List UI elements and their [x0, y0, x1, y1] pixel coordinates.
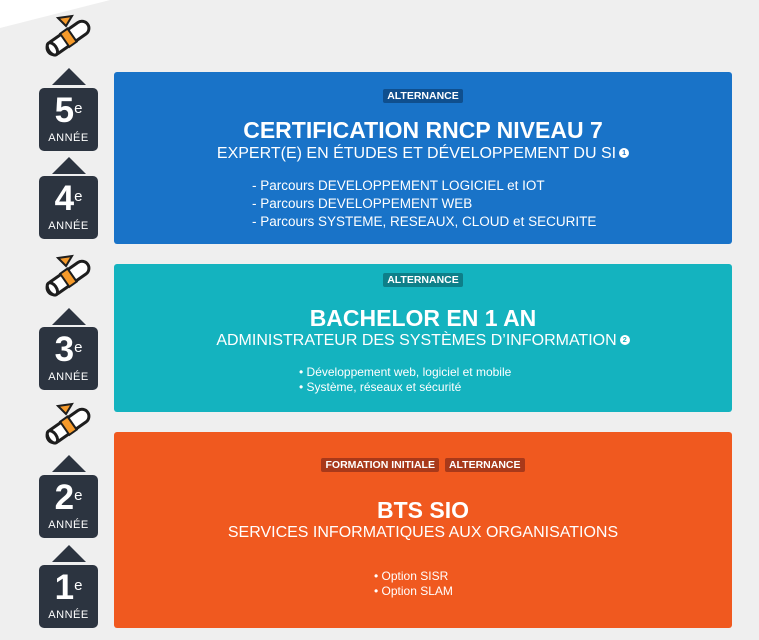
- year-5-box: [39, 88, 98, 151]
- list-item: - Parcours DEVELOPPEMENT LOGICIEL et IOT: [252, 178, 545, 193]
- year-number: 1e: [54, 568, 83, 607]
- list-item: • Option SLAM: [374, 584, 453, 598]
- up-arrow-icon: [52, 545, 86, 562]
- up-arrow-icon: [52, 455, 86, 472]
- badge-row: [114, 458, 732, 472]
- badge-row: [114, 89, 732, 103]
- bachelor-subtitle-row: [114, 331, 732, 351]
- certification-subtitle: EXPERT(E) EN ÉTUDES ET DÉVELOPPEMENT DU SI: [216, 145, 617, 162]
- year-4-box: [39, 176, 98, 239]
- list-item: • Développement web, logiciel et mobile: [299, 365, 512, 379]
- year-label: ANNÉE: [48, 220, 89, 232]
- year-2-box: [39, 475, 98, 538]
- certification-title: CERTIFICATION RNCP NIVEAU 7: [243, 117, 603, 143]
- up-arrow-icon: [52, 157, 86, 174]
- alternance-badge: ALTERNANCE: [383, 89, 463, 103]
- year-number: 3e: [54, 330, 83, 369]
- year-1-box: [39, 565, 98, 628]
- year-label: ANNÉE: [48, 132, 89, 144]
- year-3-box: [39, 327, 98, 390]
- formation-initiale-badge: FORMATION INITIALE: [321, 458, 438, 472]
- diploma-icon: [38, 252, 98, 304]
- certification-panel: [114, 72, 732, 244]
- certification-subtitle-row: [114, 144, 732, 164]
- badge-row: [114, 273, 732, 287]
- bts-subtitle: SERVICES INFORMATIQUES AUX ORGANISATIONS: [227, 524, 619, 541]
- list-item: - Parcours SYSTEME, RESEAUX, CLOUD et SECURITE: [252, 214, 597, 229]
- year-number: 2e: [54, 478, 83, 517]
- year-label: ANNÉE: [48, 519, 89, 531]
- bachelor-title: BACHELOR EN 1 AN: [309, 305, 537, 331]
- alternance-badge: ALTERNANCE: [383, 273, 463, 287]
- up-arrow-icon: [52, 308, 86, 325]
- bts-title: BTS SIO: [376, 497, 469, 523]
- diploma-icon: [38, 12, 98, 64]
- list-item: • Option SISR: [374, 569, 449, 583]
- list-item: • Système, réseaux et sécurité: [299, 380, 462, 394]
- footnote-marker: 1: [619, 148, 629, 158]
- bachelor-list: [299, 365, 511, 395]
- bachelor-subtitle: ADMINISTRATEUR DES SYSTÈMES D’INFORMATION: [216, 332, 617, 349]
- year-number: 5e: [54, 91, 83, 130]
- bts-list: [374, 569, 453, 599]
- list-item: - Parcours DEVELOPPEMENT WEB: [252, 196, 473, 211]
- year-label: ANNÉE: [48, 371, 89, 383]
- year-label: ANNÉE: [48, 609, 89, 621]
- year-number: 4e: [54, 179, 83, 218]
- footnote-marker: 2: [620, 335, 630, 345]
- diploma-icon: [38, 400, 98, 452]
- certification-list: [252, 177, 596, 231]
- up-arrow-icon: [52, 68, 86, 85]
- alternance-badge: ALTERNANCE: [445, 458, 525, 472]
- bts-panel: [114, 432, 732, 628]
- bachelor-panel: [114, 264, 732, 412]
